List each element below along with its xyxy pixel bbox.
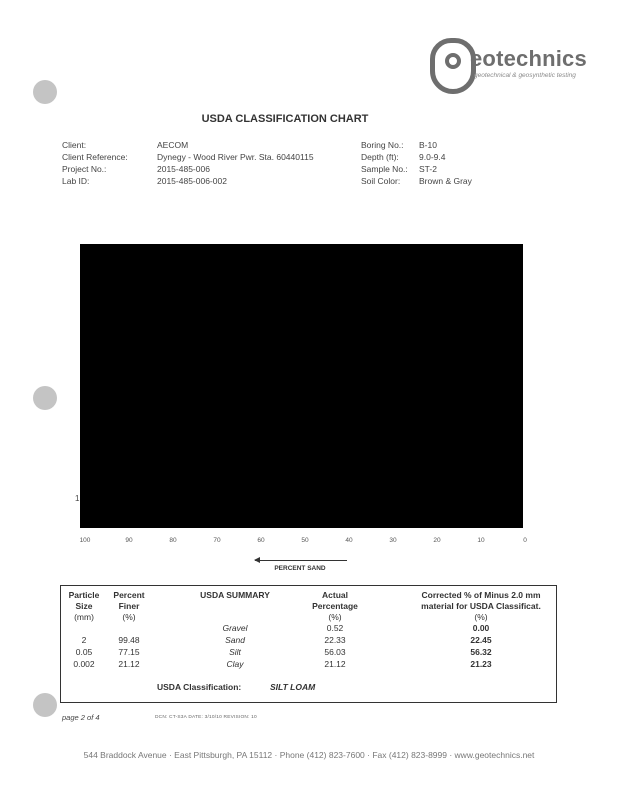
header-actual: Percentage bbox=[312, 601, 358, 611]
fraction-name: Clay bbox=[226, 659, 244, 669]
actual-value: 0.52 bbox=[326, 623, 344, 633]
header-particle-size: Particle bbox=[68, 590, 100, 600]
sample-value: ST-2 bbox=[419, 164, 437, 174]
depth-value: 9.0-9.4 bbox=[419, 152, 446, 162]
particle-size-value: 0.05 bbox=[75, 647, 93, 657]
client-value: AECOM bbox=[157, 140, 189, 150]
boring-label: Boring No.: bbox=[361, 140, 404, 150]
page-title: USDA CLASSIFICATION CHART bbox=[201, 113, 369, 125]
actual-value: 22.33 bbox=[324, 635, 346, 645]
direction-arrow bbox=[255, 560, 347, 561]
percent-finer-value: 21.12 bbox=[118, 659, 140, 669]
header-corrected-unit: (%) bbox=[474, 612, 488, 622]
fraction-name: Sand bbox=[225, 635, 245, 645]
boring-value: B-10 bbox=[419, 140, 437, 150]
soil-color-value: Brown & Gray bbox=[419, 176, 472, 186]
lab-id-label: Lab ID: bbox=[62, 176, 90, 186]
logo-wordmark: eotechnics bbox=[470, 46, 587, 71]
particle-size-value: 2 bbox=[81, 635, 87, 645]
header-actual: Actual bbox=[322, 590, 348, 600]
header-corrected: material for USDA Classificat. bbox=[421, 601, 541, 611]
sample-label: Sample No.: bbox=[361, 164, 408, 174]
x-tick-label: 30 bbox=[389, 537, 397, 544]
fraction-name: Silt bbox=[229, 647, 241, 657]
fraction-name: Gravel bbox=[222, 623, 248, 633]
x-tick-label: 10 bbox=[477, 537, 485, 544]
client-ref-label: Client Reference: bbox=[62, 152, 128, 162]
percent-finer-value: 77.15 bbox=[118, 647, 140, 657]
lab-id-value: 2015-485-006-002 bbox=[157, 176, 227, 186]
particle-size-value: 0.002 bbox=[73, 659, 95, 669]
x-tick-label: 50 bbox=[301, 537, 309, 544]
x-tick-label: 40 bbox=[345, 537, 353, 544]
classification-label: USDA Classification: bbox=[157, 682, 242, 692]
company-logo bbox=[430, 38, 587, 98]
logo-tagline: geotechnical & geosynthetic testing bbox=[474, 72, 576, 79]
actual-value: 56.03 bbox=[324, 647, 346, 657]
classification-value: SILT LOAM bbox=[270, 682, 316, 692]
header-particle-size-unit: (mm) bbox=[74, 612, 94, 622]
x-tick-label: 70 bbox=[213, 537, 221, 544]
x-axis-label: PERCENT SAND bbox=[274, 565, 326, 572]
binder-hole bbox=[33, 80, 57, 104]
depth-label: Depth (ft): bbox=[361, 152, 399, 162]
x-tick-label: 80 bbox=[169, 537, 177, 544]
company-address: 544 Braddock Avenue · East Pittsburgh, PA 15112 · Phone (412) 823-7600 · Fax (412) 823-8999 · www.geotechnics.net bbox=[83, 750, 535, 760]
corrected-value: 21.23 bbox=[470, 659, 492, 669]
header-usda-summary: USDA SUMMARY bbox=[200, 590, 270, 600]
header-particle-size: Size bbox=[75, 601, 93, 611]
percent-finer-value: 99.48 bbox=[118, 635, 140, 645]
client-label: Client: bbox=[62, 140, 87, 150]
usda-summary-table bbox=[60, 585, 557, 703]
project-label: Project No.: bbox=[62, 164, 107, 174]
header-actual-unit: (%) bbox=[328, 612, 342, 622]
x-tick-label: 20 bbox=[433, 537, 441, 544]
header-percent-finer: Finer bbox=[118, 601, 140, 611]
header-corrected: Corrected % of Minus 2.0 mm bbox=[421, 590, 541, 600]
x-tick-label: 90 bbox=[125, 537, 133, 544]
client-ref-value: Dynegy - Wood River Pwr. Sta. 60440115 bbox=[157, 152, 314, 162]
soil-color-label: Soil Color: bbox=[361, 176, 401, 186]
document-control-info: DCN: CT-S3A DATE: 3/10/10 REVISION: 10 bbox=[155, 715, 257, 720]
usda-triangle-chart bbox=[80, 244, 523, 528]
corrected-value: 22.45 bbox=[470, 635, 492, 645]
x-tick-label: 0 bbox=[523, 537, 527, 544]
corrected-value: 0.00 bbox=[472, 623, 490, 633]
project-value: 2015-485-006 bbox=[157, 164, 210, 174]
chart-side-label: 1 bbox=[75, 494, 80, 503]
binder-hole bbox=[33, 693, 57, 717]
binder-hole bbox=[33, 386, 57, 410]
page-number: page 2 of 4 bbox=[62, 713, 100, 722]
x-tick-label: 60 bbox=[257, 537, 265, 544]
x-tick-label: 100 bbox=[79, 537, 91, 544]
header-percent-finer: Percent bbox=[113, 590, 145, 600]
actual-value: 21.12 bbox=[324, 659, 346, 669]
header-percent-finer-unit: (%) bbox=[122, 612, 136, 622]
corrected-value: 56.32 bbox=[470, 647, 492, 657]
